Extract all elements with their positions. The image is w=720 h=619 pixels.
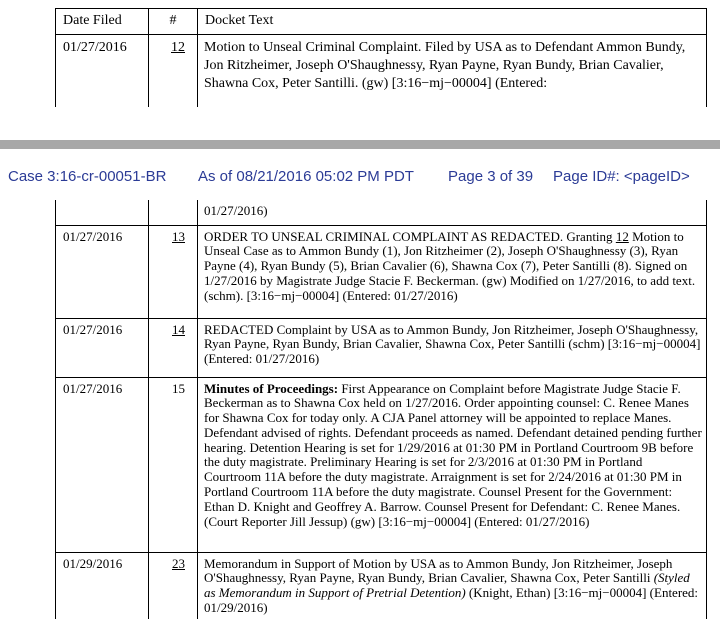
docket-text-segment: REDACTED Complaint by USA as to Ammon Bundy, Jon Ritzheimer, Joseph O'Shaughnessy, Ryan Payne, Ryan Bundy, Brian Cavalier, Shawna Cox, Peter Santilli (schm) [3:16−mj−00004] (Entered: 01/27/2016)	[204, 321, 701, 367]
page-id-label: Page ID#: <pageID>	[553, 168, 690, 185]
date-filed-cell	[56, 200, 149, 225]
as-of-date-label: As of 08/21/2016 05:02 PM PDT	[198, 168, 414, 185]
docket-row	[56, 200, 707, 225]
case-stamp-header	[0, 167, 720, 187]
doc-number-cell	[149, 377, 198, 552]
docket-row	[56, 318, 707, 377]
doc-number: 15	[172, 380, 185, 396]
docket-header-row	[56, 9, 707, 35]
docket-row	[56, 225, 707, 318]
doc-number-link[interactable]: 12	[171, 40, 185, 55]
docket-row	[56, 35, 707, 108]
page-number-label: Page 3 of 39	[448, 168, 534, 185]
doc-number-cell	[149, 318, 198, 377]
docket-text-segment: Minutes of Proceedings:	[204, 380, 339, 396]
doc-number-link[interactable]: 14	[172, 321, 185, 337]
doc-number-link[interactable]: 13	[172, 228, 185, 244]
docket-text-cell	[198, 35, 707, 108]
docket-text-cell	[198, 225, 707, 318]
docket-text-cell	[198, 552, 707, 619]
docket-text-segment: Motion to Unseal Case as to Ammon Bundy (1), Jon Ritzheimer (2), Joseph O'Shaughnessy (3), Ryan Payne (4), Ryan Bundy (5), Brian Cavalier (6), Shawna Cox (7), Peter Santilli (8). Signed on 1/27/2016 by Magistrate Judge Stacie F. Beckerman. (gw) Modified on 1/27/2016, to add text. (schm). [3:16−mj−00004] (Entered: 01/27/2016)	[204, 228, 696, 303]
doc-number-cell	[149, 200, 198, 225]
column-header-number: #	[149, 9, 198, 35]
docket-text-segment: 01/27/2016)	[204, 203, 268, 218]
page-break-separator-band	[0, 140, 720, 149]
docket-text-cell	[198, 200, 707, 225]
doc-number-link[interactable]: 23	[172, 555, 185, 571]
docket-text-cell	[198, 377, 707, 552]
docket-text-segment: (Knight, Ethan) [3:16−mj−00004] (Entered: 01/29/2016)	[204, 585, 699, 615]
doc-number-cell	[149, 35, 198, 108]
docket-table-current-page	[55, 200, 707, 619]
doc-number-cell	[149, 225, 198, 318]
date-filed-cell: 01/27/2016	[56, 318, 149, 377]
docket-text-cell	[198, 318, 707, 377]
docket-table-previous-page	[55, 8, 707, 107]
docket-text-segment: (Styled as Memorandum in Support of Pretrial Detention)	[204, 570, 690, 601]
docket-row	[56, 377, 707, 552]
date-filed-cell: 01/27/2016	[56, 35, 149, 108]
docket-text-segment: Motion to Unseal Criminal Complaint. Filed by USA as to Defendant Ammon Bundy, Jon Ritzheimer, Joseph O'Shaughnessy, Ryan Payne, Ryan Bundy, Brian Cavalier, Shawna Cox, Peter Santilli. (gw) [3:16−mj−00004] (Entered:	[204, 40, 686, 91]
docket-table-bottom-fragment	[55, 200, 709, 619]
docket-row	[56, 552, 707, 619]
case-number-label: Case 3:16-cr-00051-BR	[8, 168, 167, 185]
date-filed-cell: 01/27/2016	[56, 225, 149, 318]
column-header-docket-text: Docket Text	[198, 9, 707, 35]
docket-table-top-fragment	[55, 8, 709, 107]
docket-text-segment: ORDER TO UNSEAL CRIMINAL COMPLAINT AS REDACTED. Granting	[204, 228, 616, 244]
column-header-date-filed: Date Filed	[56, 9, 149, 35]
doc-number-cell	[149, 552, 198, 619]
date-filed-cell: 01/27/2016	[56, 377, 149, 552]
docket-entry-link[interactable]: 12	[615, 228, 629, 244]
docket-text-segment: First Appearance on Complaint before Magistrate Judge Stacie F. Beckerman as to Shawna Cox held on 1/27/2016. Order appointing counsel: C. Renee Manes for Shawna Cox for today only. A CJA Panel attorney will be appointed to replace Manes. Defendant advised of rights. Defendant proceeds as named. Defendant detained pending further hearing. Detention Hearing is set for 1/29/2016 at 01:30 PM in Portland Courtroom 9B before the duty magistrate. Preliminary Hearing is set for 2/3/2016 at 01:30 PM in Portland Courtroom 11A before the duty magistrate. Arraignment is set for 2/24/2016 at 01:30 PM in Portland Courtroom 11A before the duty magistrate. Counsel Present for the Government: Ethan D. Knight and Geoffrey A. Barrow. Counsel Present for Defendant: C. Renee Manes. (Court Reporter Jill Jessup) (gw) [3:16−mj−00004] (Entered: 01/27/2016)	[204, 380, 702, 529]
docket-text-segment: Memorandum in Support of Motion by USA as to Ammon Bundy, Jon Ritzheimer, Joseph O'Shaughnessy, Ryan Payne, Ryan Bundy, Brian Cavalier, Shawna Cox, Peter Santilli	[204, 555, 673, 586]
date-filed-cell: 01/29/2016	[56, 552, 149, 619]
